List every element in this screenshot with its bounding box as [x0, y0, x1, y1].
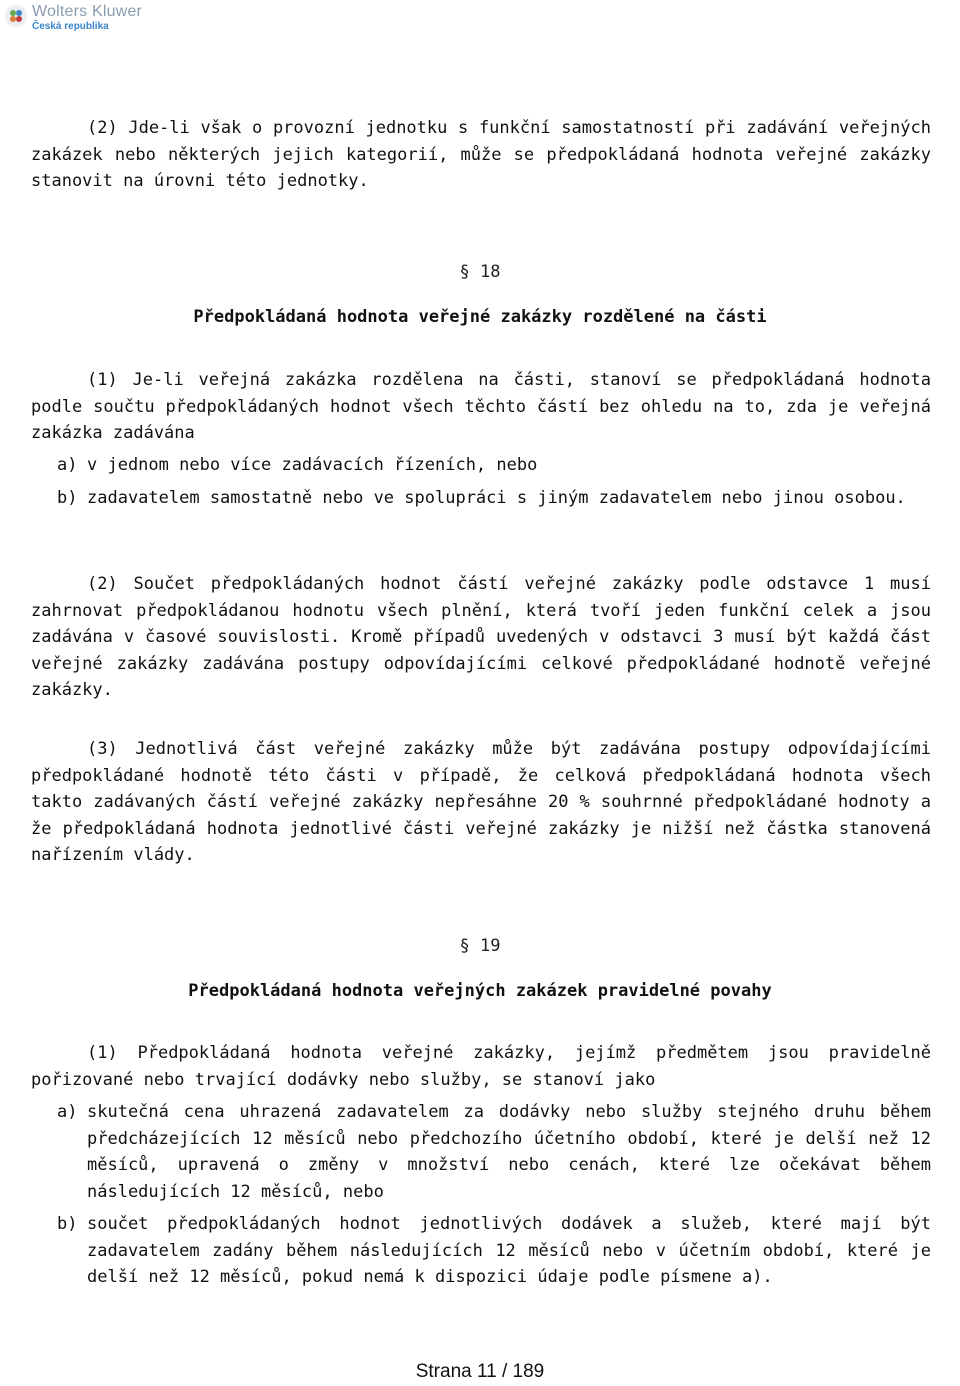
list-item-19-b — [57, 1211, 931, 1291]
section-18-title: Předpokládaná hodnota veřejné zakázky rozdělené na části — [193, 307, 767, 327]
section-19-number: § 19 — [459, 936, 501, 956]
wolters-kluwer-logo-icon — [4, 4, 28, 28]
list-item-18-a — [57, 452, 931, 479]
paragraph-18-1: (1) Je-li veřejná zakázka rozdělena na části, stanoví se předpokládaná hodnota podle součtu předpokládaných hodnot všech těchto částí bez ohledu na to, zda je veřejná zakázka zadávána — [31, 370, 931, 443]
paragraph-19-1: (1) Předpokládaná hodnota veřejné zakázky, jejímž předmětem jsou pravidelně pořizované nebo trvající dodávky nebo služby, se stanoví jako — [31, 1043, 931, 1090]
list-item-19-a — [57, 1099, 931, 1205]
list-item-18-b — [57, 485, 931, 512]
list-item-text: skutečná cena uhrazená zadavatelem za dodávky nebo služby stejného druhu během předcházejících 12 měsíců nebo předchozího účetního období, které je delší než 12 měsíců, upravená o změny v množství nebo cenách, které lze očekávat během následujících 12 měsíců, nebo — [87, 1102, 931, 1202]
list-item-text: v jednom nebo více zadávacích řízeních, nebo — [87, 455, 538, 475]
list-item-text: součet předpokládaných hodnot jednotlivých dodávek a služeb, které mají být zadavatelem zadány během následujících 12 měsíců nebo v účetním období, které je delší než 12 měsíců, pokud nemá k dispozici údaje podle písmene a). — [87, 1214, 931, 1287]
list-item-label: b) — [57, 1214, 78, 1234]
list-item-text: zadavatelem samostatně nebo ve spolupráci s jiným zadavatelem nebo jinou osobou. — [87, 488, 906, 508]
paragraph-18-3: (3) Jednotlivá část veřejné zakázky může být zadávána postupy odpovídajícími předpokládané hodnotě této části v případě, že celková předpokládaná hodnota všech takto zadávaných částí veřejné zakázky nepřesáhne 20 % souhrnné předpokládané hodnoty a že předpokládaná hodnota jednotlivé části veřejné zakázky je nižší než částka stanovená nařízením vlády. — [31, 739, 931, 865]
paragraph-18-2: (2) Součet předpokládaných hodnot částí veřejné zakázky podle odstavce 1 musí zahrnovat předpokládanou hodnotu všech plnění, která tvoří jeden funkční celek a jsou zadávána v časové souvislosti. Kromě případů uvedených v odstavci 3 musí být každá část veřejné zakázky zadávána postupy odpovídajícími celkové předpokládané hodnotě veřejné zakázky. — [31, 574, 931, 700]
paragraph-17-2: (2) Jde-li však o provozní jednotku s funkční samostatností při zadávání veřejných zakázek nebo některých jejich kategorií, může se předpokládaná hodnota veřejné zakázky stanovit na úrovni této jednotky. — [31, 118, 931, 191]
logo-subtitle: Česká republika — [32, 21, 109, 32]
page-number: Strana 11 / 189 — [415, 1361, 545, 1382]
list-item-label: a) — [57, 455, 78, 475]
section-18-number: § 18 — [459, 262, 501, 282]
list-item-label: b) — [57, 488, 78, 508]
section-19-title: Předpokládaná hodnota veřejných zakázek pravidelné povahy — [188, 981, 772, 1001]
logo-name: Wolters Kluwer — [32, 3, 143, 20]
publisher-logo — [4, 4, 142, 36]
list-item-label: a) — [57, 1102, 78, 1122]
